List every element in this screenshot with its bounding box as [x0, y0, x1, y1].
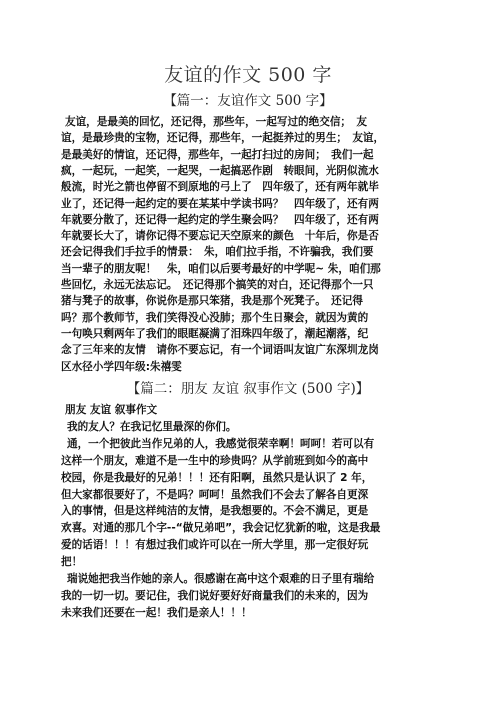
text-line: 校园，你是我最好的兄弟！！！还有阳啊，虽然只是认识了 2 年，	[61, 471, 373, 484]
text-line: 还会记得我们手拉手的情景： 朱，咱们拉手指，不许骗我，我们要	[61, 246, 374, 259]
text-line: 通，一个把彼此当作兄弟的人，我感觉很荣幸啊！呵呵！若可以有	[67, 437, 375, 450]
text-line: 般流，时光之箭也停留不到原地的弓上了 四年级了，还有两年就毕	[61, 181, 379, 194]
text-line: 入的事情，但是这样纯洁的友情，是我想要的。不会不满足，更是	[61, 505, 369, 518]
text-line: 是最美好的情谊，还记得，那些年，一起打扫过的房间； 我们一起	[61, 148, 374, 161]
text-line: 一句唤只剩两年了我们的眼眶凝满了泪珠四年级了，潮起潮落，纪	[61, 327, 369, 340]
document-title: 友谊的作文 500 字	[164, 64, 332, 86]
text-line: 年就要长大了，请你记得不要忘记天空原来的颜色 十年后，你是否	[61, 230, 379, 243]
text-line: 这样一个朋友，难道不是一生中的珍贵吗？从学前班到如今的高中	[61, 454, 369, 467]
text-line: 当一辈子的朋友呢！ 朱，咱们以后要考最好的中学呢~ 朱，咱们那	[61, 262, 381, 275]
text-line: 疯，一起玩，一起笑，一起哭，一起搞恶作剧 转眼间，光阴似流水	[61, 164, 379, 177]
text-line: 吗？那个教师节，我们笑得没心没肺；那个生日聚会，就因为黄的	[61, 311, 369, 324]
text-line: 爱的话语！！！有想过我们或许可以在一所大学里，那一定很好玩	[61, 539, 369, 552]
text-line: 欢喜。对通的那几个字--“做兄弟吧”，我会记忆犹新的啦，这是我最	[61, 522, 381, 535]
text-line: 业了，还记得一起约定的要在某某中学读书吗？ 四年级了，还有两	[61, 197, 379, 210]
text-line: 区水径小学四年级:朱禧雯	[61, 360, 182, 373]
text-line: 猪与凳子的故事，你说你是那只笨猪，我是那个死凳子。 还记得	[61, 295, 363, 308]
text-line: 把！	[61, 556, 83, 569]
text-line: 些回忆，永远无法忘记。 还记得那个搞笑的对白，还记得那个一只	[61, 279, 374, 291]
text-line: 谊，是最珍贵的宝物，还记得，那些年，一起挺养过的男生； 友谊，	[61, 132, 385, 145]
section-1-heading: 【篇一：友谊作文 500 字】	[163, 93, 333, 109]
text-line: 但大家都很要好了，不是吗？呵呵！虽然我们不会去了解各自更深	[61, 488, 369, 501]
text-line: 朋友 友谊 叙事作文	[65, 404, 158, 416]
text-line: 念了三年来的友情 请你不要忘记，有一个词语叫友谊广东深圳龙岗	[61, 344, 379, 357]
text-line: 我的友人？在我记忆里最深的你们。	[67, 420, 237, 433]
text-line: 友谊，是最美的回忆，还记得，那些年，一起写过的绝交信； 友	[65, 116, 367, 128]
text-line: 年就要分散了，还记得一起约定的学生聚会吗？ 四年级了，还有两	[61, 213, 379, 226]
section-2-heading: 【篇二：朋友 友谊 叙事作文 (500 字)】	[126, 381, 370, 397]
text-line: 我的一切一切。要记住，我们说好要好好商量我们的未来的，因为	[61, 589, 369, 602]
text-line: 未来我们还要在一起！我们是亲人！！！	[61, 606, 252, 619]
text-line: 瑞说她把我当作她的亲人。很感谢在高中这个艰难的日子里有瑞给	[67, 573, 375, 585]
